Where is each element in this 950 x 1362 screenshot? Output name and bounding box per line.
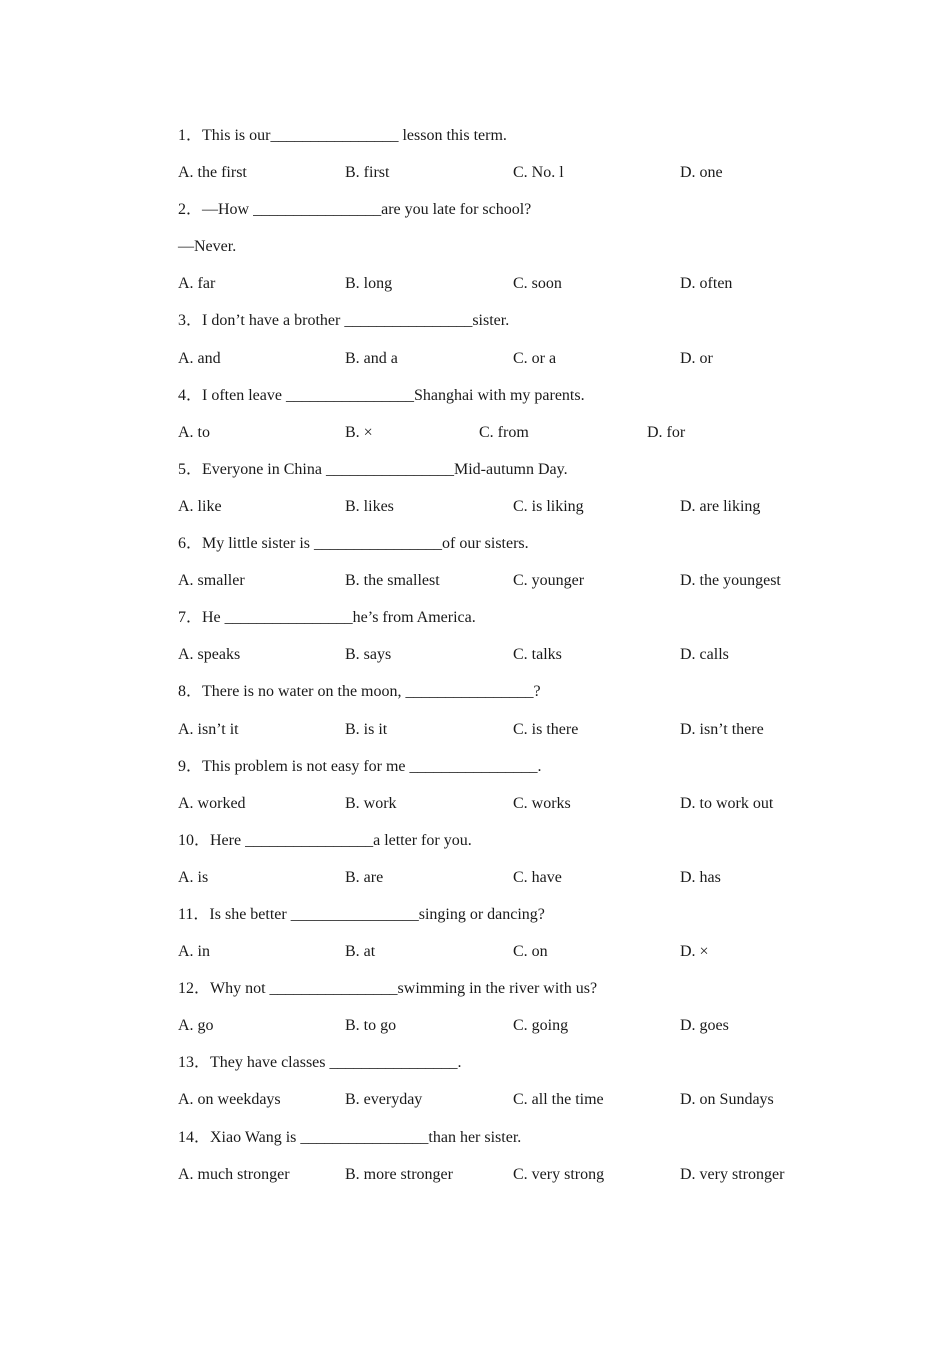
option-c: C. talks xyxy=(513,646,562,664)
question-5-options xyxy=(178,490,818,527)
question-3-options xyxy=(178,342,818,379)
question-9-options xyxy=(178,787,818,824)
option-c: C. or a xyxy=(513,349,557,367)
option-b: B. is it xyxy=(345,720,388,738)
question-7-stem: 7．He ________________he’s from America. xyxy=(178,609,476,627)
option-d: D. isn’t there xyxy=(680,720,764,738)
option-c: C. is there xyxy=(513,720,579,738)
option-c: C. from xyxy=(479,423,529,441)
option-a: A. the first xyxy=(178,164,247,182)
question-11-stem: 11．Is she better ________________singing or dancing? xyxy=(178,905,545,923)
question-9-stem: 9．This problem is not easy for me ________________. xyxy=(178,757,542,775)
option-a: A. smaller xyxy=(178,572,245,590)
option-b: B. everyday xyxy=(345,1091,423,1109)
option-d: D. often xyxy=(680,275,733,293)
option-d: D. the youngest xyxy=(680,572,781,590)
option-b: B. long xyxy=(345,275,393,293)
option-d: D. calls xyxy=(680,646,729,664)
question-13-stem: 13．They have classes ________________. xyxy=(178,1054,462,1072)
option-d: D. for xyxy=(647,423,686,441)
option-c: C. No. l xyxy=(513,164,564,182)
option-b: B. × xyxy=(345,423,373,441)
option-c: C. younger xyxy=(513,572,585,590)
option-b: B. likes xyxy=(345,497,394,515)
question-8-stem: 8．There is no water on the moon, ________________? xyxy=(178,683,541,701)
option-a: A. much stronger xyxy=(178,1165,290,1183)
question-4-stem: 4．I often leave ________________Shanghai with my parents. xyxy=(178,386,585,404)
option-c: C. on xyxy=(513,943,548,961)
option-a: A. go xyxy=(178,1017,214,1035)
option-b: B. work xyxy=(345,794,397,812)
option-c: C. very strong xyxy=(513,1165,605,1183)
question-1-stem: 1．This is our________________ lesson this term. xyxy=(178,127,507,144)
question-4-options xyxy=(178,416,818,453)
option-a: A. far xyxy=(178,275,216,293)
option-c: C. soon xyxy=(513,275,562,293)
option-b: B. more stronger xyxy=(345,1165,453,1183)
question-8-options xyxy=(178,713,818,750)
option-d: D. are liking xyxy=(680,497,761,515)
option-a: A. worked xyxy=(178,794,246,812)
option-c: C. have xyxy=(513,868,562,886)
option-d: D. goes xyxy=(680,1017,729,1035)
option-d: D. has xyxy=(680,868,721,886)
option-d: D. very stronger xyxy=(680,1165,785,1183)
option-d: D. one xyxy=(680,164,723,182)
question-1-options xyxy=(178,156,818,193)
option-c: C. going xyxy=(513,1017,569,1035)
worksheet xyxy=(178,119,818,1195)
option-a: A. speaks xyxy=(178,646,241,664)
option-b: B. and a xyxy=(345,349,398,367)
question-11-options xyxy=(178,935,818,972)
option-a: A. is xyxy=(178,868,209,886)
question-14-stem: 14．Xiao Wang is ________________than her sister. xyxy=(178,1128,522,1146)
question-10-stem: 10．Here ________________a letter for you. xyxy=(178,831,472,849)
option-b: B. says xyxy=(345,646,392,664)
option-a: A. isn’t it xyxy=(178,720,239,738)
option-b: B. first xyxy=(345,164,390,182)
option-c: C. is liking xyxy=(513,497,584,515)
option-d: D. × xyxy=(680,943,709,961)
question-10-options xyxy=(178,861,818,898)
question-2-reply: —Never. xyxy=(178,238,237,256)
option-a: A. in xyxy=(178,943,210,961)
option-a: A. like xyxy=(178,497,222,515)
option-a: A. and xyxy=(178,349,221,367)
question-6-stem: 6．My little sister is ________________of our sisters. xyxy=(178,535,529,553)
option-d: D. on Sundays xyxy=(680,1091,774,1109)
question-6-options xyxy=(178,564,818,601)
option-c: C. works xyxy=(513,794,571,812)
question-2-options xyxy=(178,267,818,304)
question-12-options xyxy=(178,1009,818,1046)
option-b: B. at xyxy=(345,943,376,961)
option-a: A. to xyxy=(178,423,210,441)
question-12-stem: 12．Why not ________________swimming in the river with us? xyxy=(178,980,598,998)
question-3-stem: 3．I don’t have a brother ________________sister. xyxy=(178,312,510,330)
option-b: B. are xyxy=(345,868,384,886)
option-d: D. to work out xyxy=(680,794,774,812)
option-d: D. or xyxy=(680,349,713,367)
option-b: B. the smallest xyxy=(345,572,440,590)
question-14-options xyxy=(178,1158,818,1195)
question-13-options xyxy=(178,1083,818,1120)
option-b: B. to go xyxy=(345,1017,397,1035)
question-5-stem: 5．Everyone in China ________________Mid-autumn Day. xyxy=(178,460,568,478)
option-a: A. on weekdays xyxy=(178,1091,281,1109)
option-c: C. all the time xyxy=(513,1091,604,1109)
question-2-stem: 2．—How ________________are you late for school? xyxy=(178,201,532,219)
question-7-options xyxy=(178,638,818,675)
